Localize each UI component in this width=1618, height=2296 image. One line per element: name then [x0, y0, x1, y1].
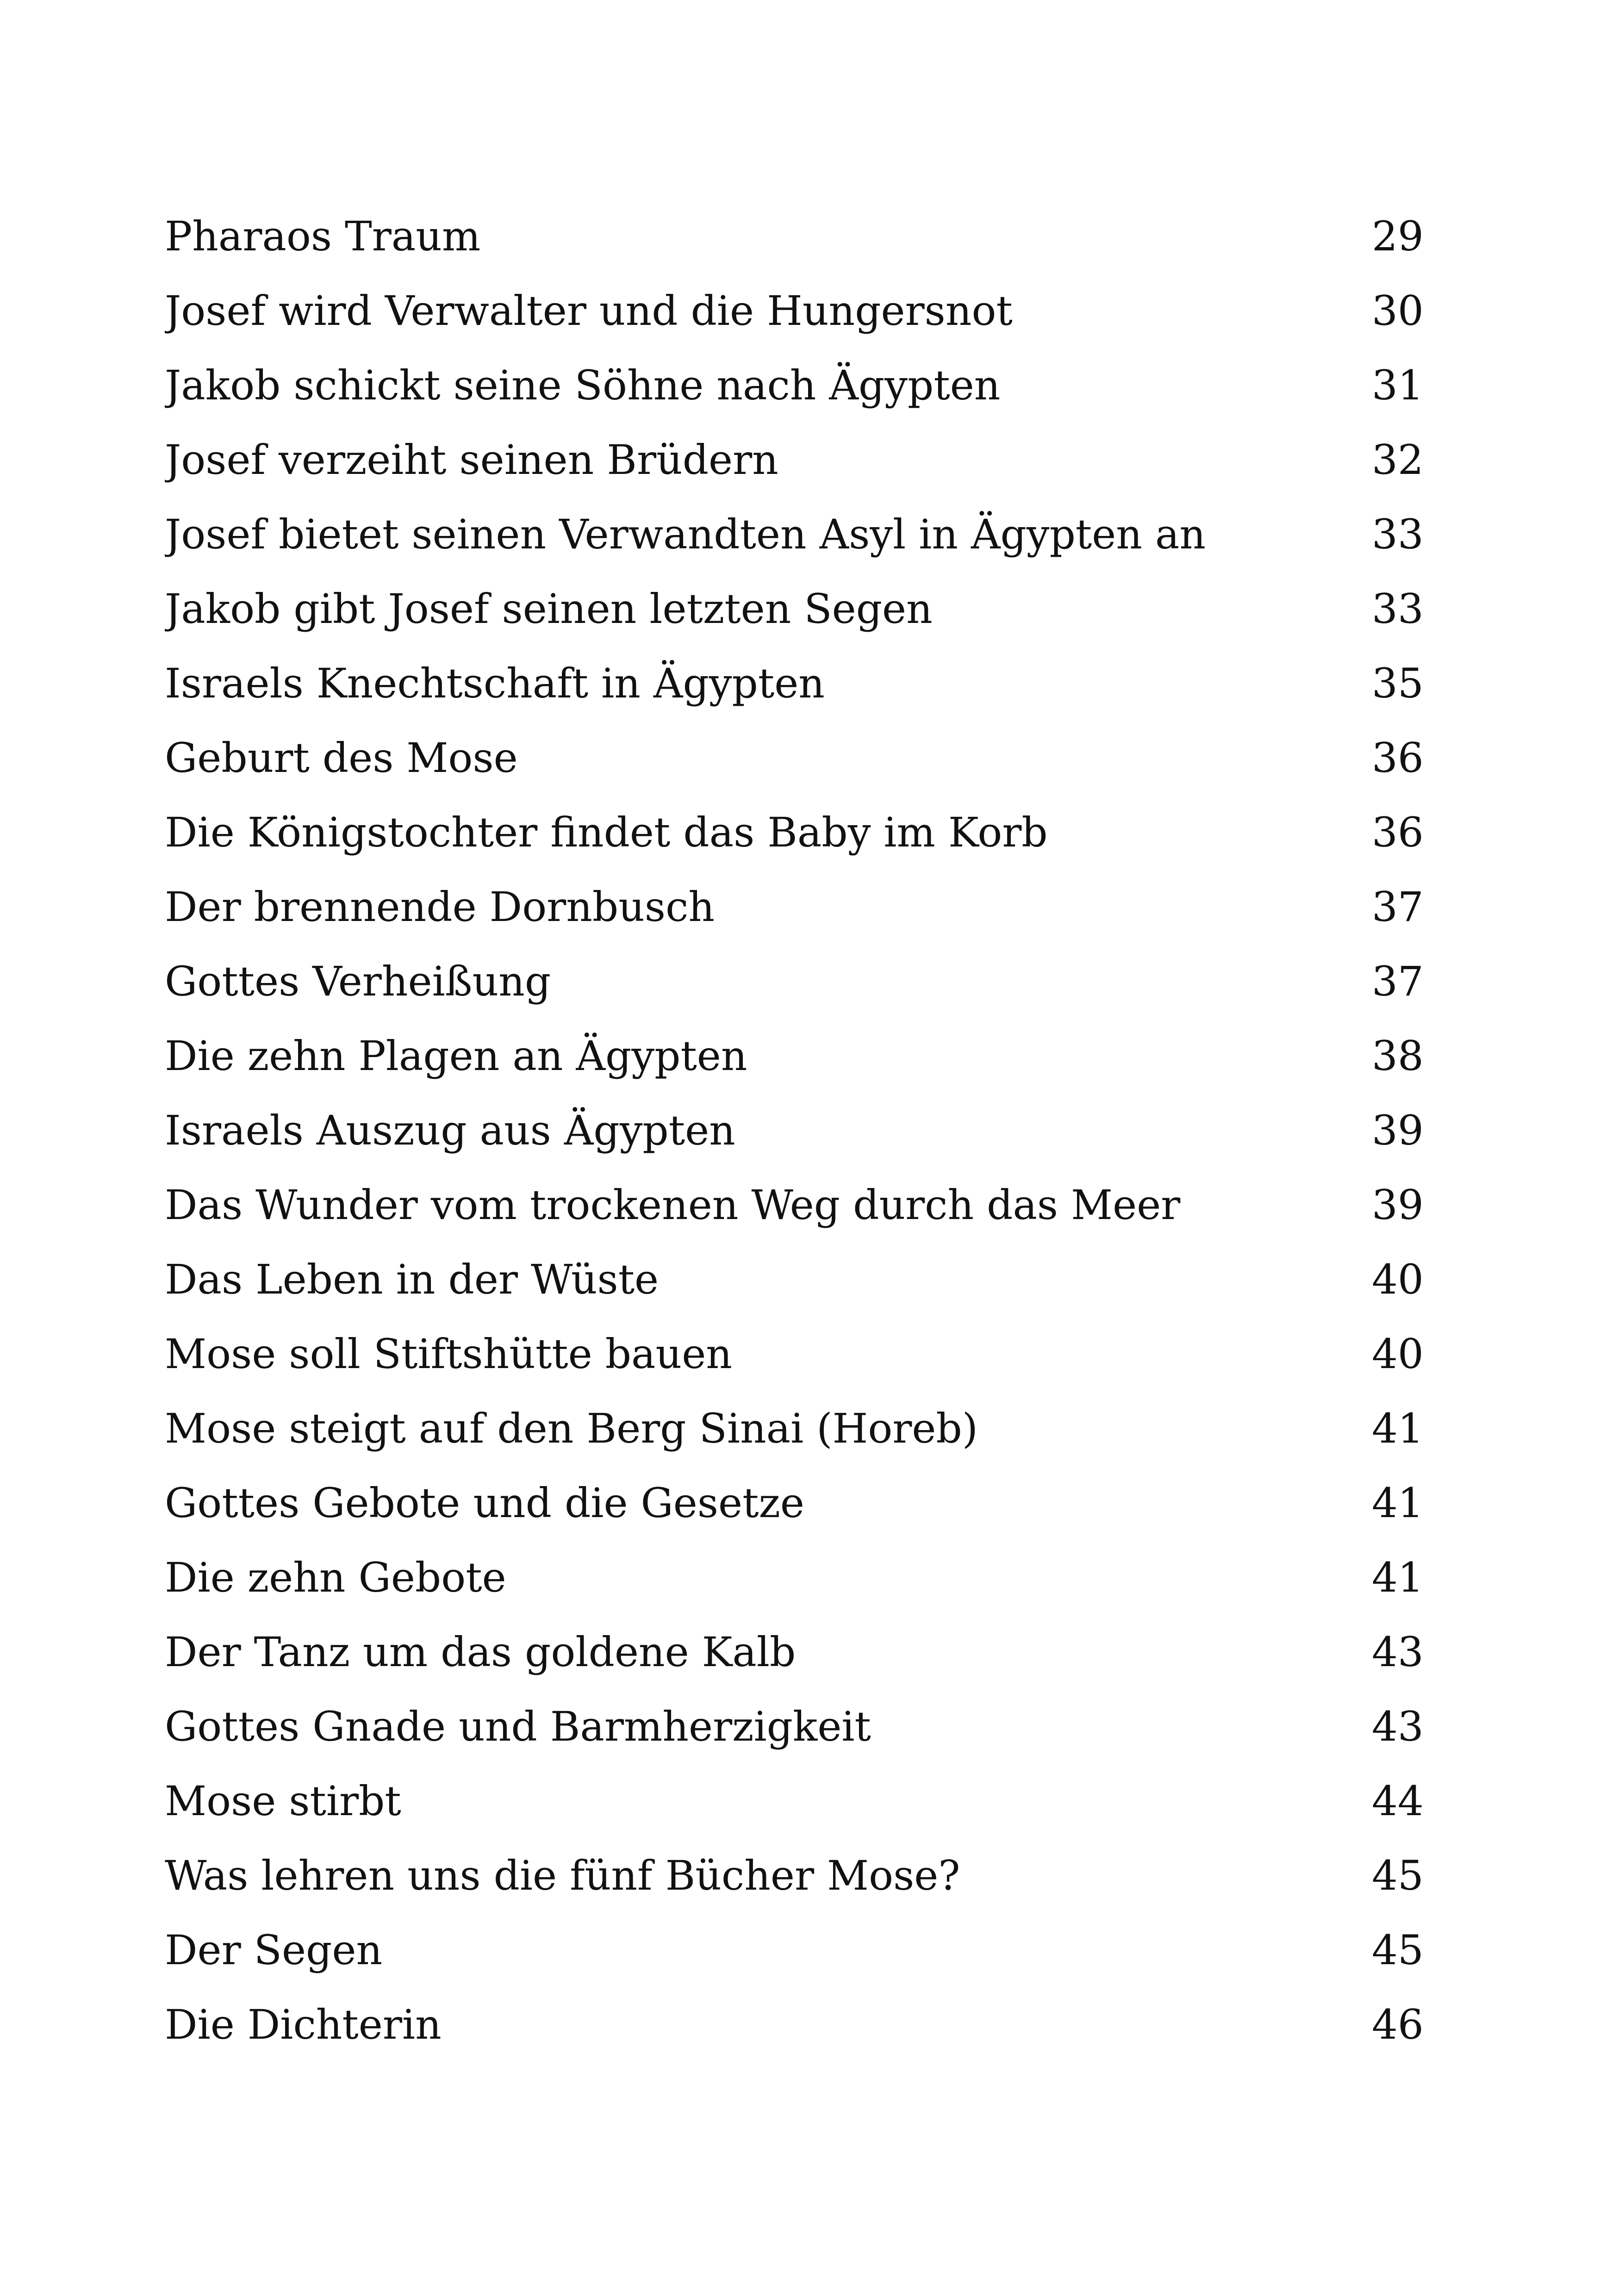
toc-entry-title: Was lehren uns die fünf Bücher Mose? [165, 1852, 960, 1899]
toc-entry-page-number: 32 [1372, 436, 1424, 484]
toc-entry-title: Gottes Gebote und die Gesetze [165, 1479, 804, 1527]
toc-entry [165, 1987, 1424, 2062]
toc-entry [165, 944, 1424, 1019]
toc-entry-title: Pharaos Traum [165, 212, 481, 260]
toc-entry-page-number: 41 [1372, 1479, 1424, 1527]
toc-entry-page-number: 46 [1372, 2001, 1424, 2048]
toc-entry [165, 1242, 1424, 1317]
toc-entry-page-number: 41 [1372, 1554, 1424, 1601]
toc-entry [165, 646, 1424, 721]
toc-entry-page-number: 35 [1372, 660, 1424, 707]
toc-entry [165, 348, 1424, 423]
toc-entry [165, 795, 1424, 870]
toc-entry [165, 1168, 1424, 1242]
toc-entry [165, 423, 1424, 497]
toc-entry [165, 1093, 1424, 1168]
toc-entry-page-number: 33 [1372, 585, 1424, 633]
toc-entry-page-number: 39 [1372, 1107, 1424, 1154]
toc-entry-page-number: 36 [1372, 734, 1424, 782]
toc-entry-page-number: 36 [1372, 809, 1424, 856]
toc-entry-page-number: 40 [1372, 1256, 1424, 1303]
toc-entry-page-number: 41 [1372, 1405, 1424, 1452]
toc-entry-title: Israels Knechtschaft in Ägypten [165, 660, 825, 707]
toc-entry [165, 1764, 1424, 1838]
toc-entry-page-number: 39 [1372, 1181, 1424, 1229]
toc-entry-title: Josef verzeiht seinen Brüdern [165, 436, 778, 484]
toc-entry-title: Jakob schickt seine Söhne nach Ägypten [165, 361, 1001, 409]
toc-entry-title: Die Königstochter findet das Baby im Korb [165, 809, 1048, 856]
toc-entry-page-number: 37 [1372, 958, 1424, 1005]
toc-entry-title: Josef bietet seinen Verwandten Asyl in Ägypten an [165, 510, 1206, 558]
toc-entry-page-number: 44 [1372, 1777, 1424, 1825]
toc-entry [165, 1689, 1424, 1764]
toc-entry-title: Israels Auszug aus Ägypten [165, 1107, 735, 1154]
toc-entry [165, 1391, 1424, 1466]
toc-entry-page-number: 38 [1372, 1032, 1424, 1080]
toc-entry [165, 1317, 1424, 1391]
toc-entry-title: Mose stirbt [165, 1777, 401, 1825]
toc-entry-title: Die Dichterin [165, 2001, 442, 2048]
toc-entry-title: Mose soll Stiftshütte bauen [165, 1330, 732, 1378]
toc-entry-title: Jakob gibt Josef seinen letzten Segen [165, 585, 933, 633]
toc-entry [165, 721, 1424, 795]
toc-entry [165, 870, 1424, 944]
toc-entry-title: Die zehn Plagen an Ägypten [165, 1032, 747, 1080]
toc-entry [165, 1466, 1424, 1540]
toc-entry [165, 199, 1424, 274]
toc-entry-page-number: 30 [1372, 287, 1424, 335]
toc-entry-page-number: 45 [1372, 1852, 1424, 1899]
toc-entry [165, 1615, 1424, 1689]
toc-entry-title: Josef wird Verwalter und die Hungersnot [165, 287, 1013, 335]
toc-entry-title: Der brennende Dornbusch [165, 883, 715, 931]
toc-entry-page-number: 31 [1372, 361, 1424, 409]
toc-entry-title: Das Leben in der Wüste [165, 1256, 659, 1303]
toc-entry-title: Gottes Verheißung [165, 958, 551, 1005]
toc-entry-page-number: 43 [1372, 1703, 1424, 1750]
toc-entry [165, 1838, 1424, 1913]
toc-entry-page-number: 43 [1372, 1628, 1424, 1676]
toc-entry-page-number: 45 [1372, 1926, 1424, 1974]
toc-entry [165, 1540, 1424, 1615]
toc-entry-page-number: 33 [1372, 510, 1424, 558]
toc-entry [165, 572, 1424, 646]
toc-entry-title: Die zehn Gebote [165, 1554, 506, 1601]
table-of-contents [165, 199, 1424, 2062]
toc-entry-page-number: 37 [1372, 883, 1424, 931]
toc-entry [165, 497, 1424, 572]
toc-entry [165, 1913, 1424, 1987]
toc-entry-page-number: 29 [1372, 212, 1424, 260]
toc-entry-title: Gottes Gnade und Barmherzigkeit [165, 1703, 871, 1750]
toc-entry-page-number: 40 [1372, 1330, 1424, 1378]
toc-entry [165, 274, 1424, 348]
toc-entry-title: Der Tanz um das goldene Kalb [165, 1628, 796, 1676]
toc-entry-title: Das Wunder vom trockenen Weg durch das Meer [165, 1181, 1181, 1229]
toc-entry-title: Mose steigt auf den Berg Sinai (Horeb) [165, 1405, 978, 1452]
toc-entry-title: Der Segen [165, 1926, 383, 1974]
toc-entry-title: Geburt des Mose [165, 734, 518, 782]
toc-entry [165, 1019, 1424, 1093]
